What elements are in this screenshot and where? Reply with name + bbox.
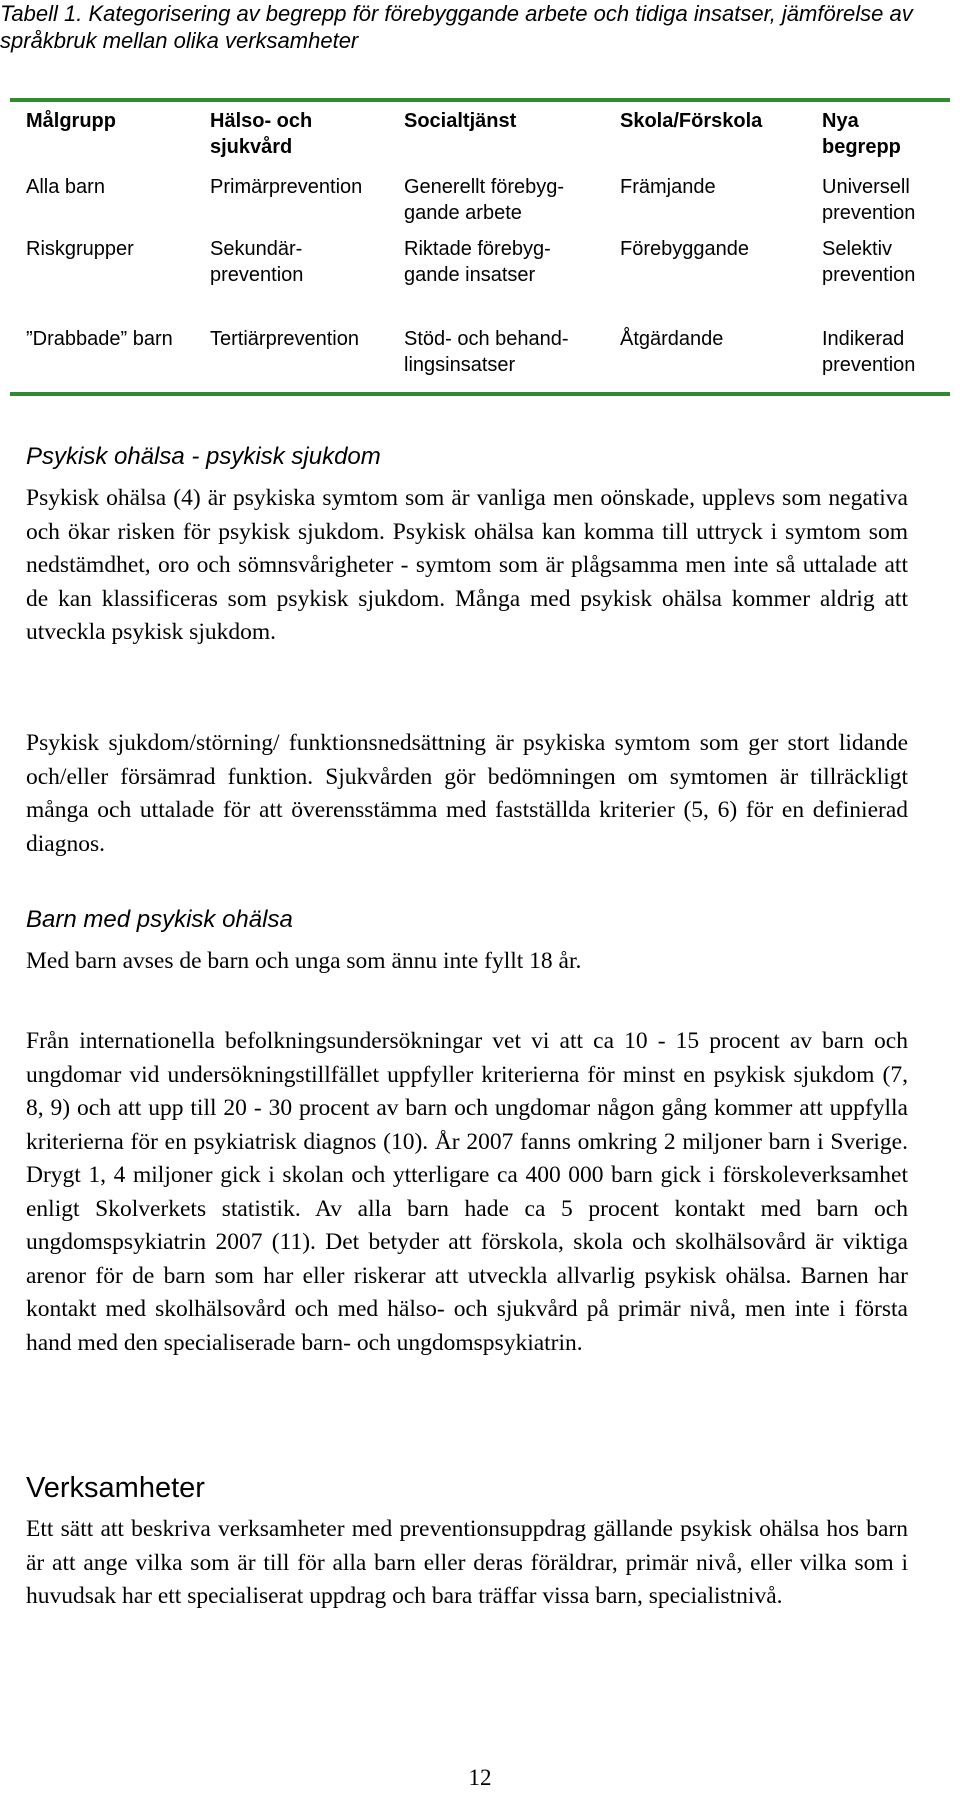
header-malgrupp: Målgrupp xyxy=(26,110,116,132)
row3-malgrupp: ”Drabbade” barn xyxy=(26,328,173,350)
row3-nya: Indikerad prevention xyxy=(822,328,916,376)
row1-skola: Främjande xyxy=(620,176,716,198)
row3-skola: Åtgärdande xyxy=(620,328,724,350)
paragraph-psykisk-ohalsa: Psykisk ohälsa (4) är psykiska symtom som är vanliga men oönskade, upplevs som negativa och ökar risken för psykisk sjukdom. Psykisk ohälsa kan komma till uttryck i symtom som nedstämdhet, oro och sömnsvårigheter - symtom som är plågsamma men inte så uttalade att de kan klassificeras som psykisk sjukdom. Många med psykisk ohälsa kommer aldrig att utveckla psykisk sjukdom. xyxy=(26,485,908,645)
row2-malgrupp: Riskgrupper xyxy=(26,238,134,260)
row2-skola: Förebyggande xyxy=(620,238,749,260)
heading-verksamheter: Verksamheter xyxy=(26,1472,205,1504)
heading-barn-med-psykisk-ohalsa: Barn med psykisk ohälsa xyxy=(26,906,293,933)
row1-halso: Primärprevention xyxy=(210,176,363,198)
paragraph-barn-definition: Med barn avses de barn och unga som ännu inte fyllt 18 år. xyxy=(26,948,582,974)
table-bottom-rule xyxy=(10,392,950,396)
paragraph-barn-statistik: Från internationella befolkningsundersökningar vet vi att ca 10 - 15 procent av barn och ungdomar vid undersökningstillfället uppfyller kriterierna för minst en psykisk sjukdom (7, 8, 9) och att upp till 20 - 30 procent av barn och ungdomar någon gång kommer att uppfylla kriterierna för en psykiatrisk diagnos (10). År 2007 fanns omkring 2 miljoner barn i Sverige. Drygt 1, 4 miljoner gick i skolan och ytterligare ca 400 000 barn gick i förskoleverksamhet enligt Skolverkets statistik. Av alla barn hade ca 5 procent kontakt med barn och ungdomspsykiatrin 2007 (11). Det betyder att förskola, skola och skolhälsovård är viktiga arenor för de barn som har eller riskerar att utveckla allvarlig psykisk ohälsa. Barnen har kontakt med skolhälsovård och med hälso- och sjukvård på primär nivå, men inte i första hand med den specialiserade barn- och ungdomspsykiatrin. xyxy=(26,1028,908,1356)
heading-psykisk-ohalsa: Psykisk ohälsa - psykisk sjukdom xyxy=(26,443,381,470)
table-top-rule xyxy=(10,98,950,102)
row3-halso: Tertiärprevention xyxy=(210,328,359,350)
row1-malgrupp: Alla barn xyxy=(26,176,105,198)
row2-nya: Selektiv prevention xyxy=(822,238,916,286)
header-halso-och-sjukvard: Hälso- och sjukvård xyxy=(210,110,313,158)
page-number: 12 xyxy=(468,1765,492,1790)
paragraph-psykisk-sjukdom: Psykisk sjukdom/störning/ funktionsnedsättning är psykiska symtom som ger stort lidande och/eller försämrad funktion. Sjukvården gör bedömningen om symtomen är tillräckligt många och uttalade för att överensstämma med fastställda kriterier (5, 6) för en definierad diagnos. xyxy=(26,730,908,857)
header-nya-begrepp: Nya begrepp xyxy=(822,110,901,158)
row2-social: Riktade förebyg-gande insatser xyxy=(404,238,551,286)
row1-nya: Universell prevention xyxy=(822,176,916,224)
header-socialtjanst: Socialtjänst xyxy=(404,110,517,132)
row1-social: Generellt förebyg-gande arbete xyxy=(404,176,565,224)
row2-halso: Sekundär-prevention xyxy=(210,238,304,286)
paragraph-verksamheter: Ett sätt att beskriva verksamheter med preventionsuppdrag gällande psykisk ohälsa hos barn är att ange vilka som är till för alla barn eller deras föräldrar, primär nivå, eller vilka som i huvudsak har ett specialiserat uppdrag och bara träffar vissa barn, specialistnivå. xyxy=(26,1516,908,1609)
table-caption: Tabell 1. Kategorisering av begrepp för förebyggande arbete och tidiga insatser, jämförelse av språkbruk mellan olika verksamheter xyxy=(0,1,913,53)
header-skola-forskola: Skola/Förskola xyxy=(620,110,763,132)
row3-social: Stöd- och behand-lingsinsatser xyxy=(404,328,569,376)
